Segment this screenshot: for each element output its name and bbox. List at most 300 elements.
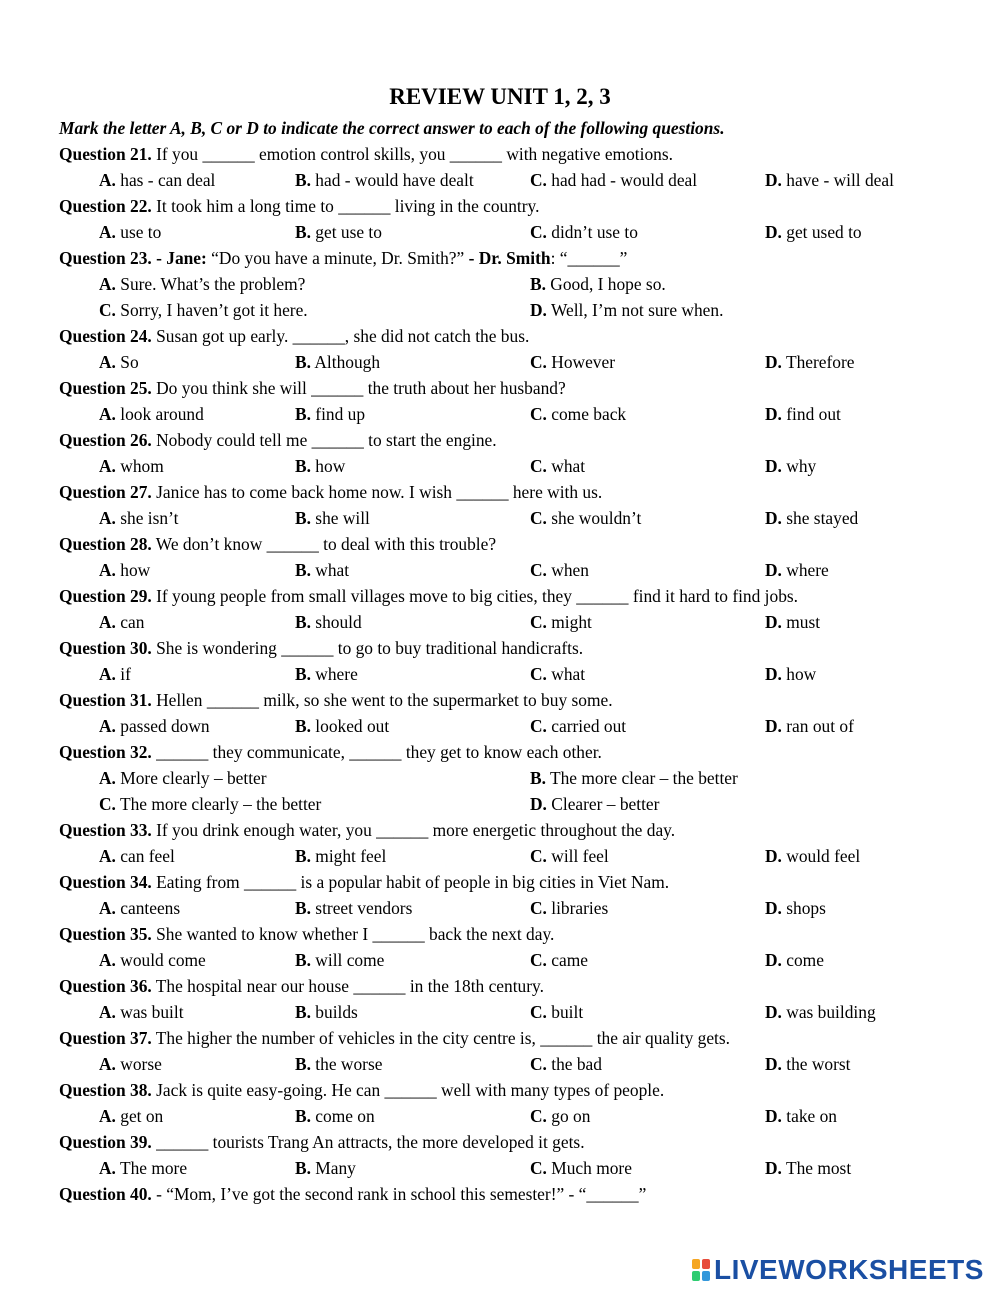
option-letter: C.	[530, 846, 547, 866]
question-number: Question 25.	[59, 378, 152, 398]
option-text: More clearly – better	[115, 768, 267, 788]
option-text: has - can deal	[115, 170, 216, 190]
option-letter: D.	[765, 1106, 782, 1126]
option-letter: C.	[530, 1054, 547, 1074]
option-text: come back	[546, 404, 627, 424]
answer-option[interactable]	[765, 1104, 837, 1128]
options-row	[59, 272, 959, 298]
question-number: Question 36.	[59, 976, 152, 996]
option-text: where	[781, 560, 829, 580]
answer-option[interactable]	[99, 1156, 187, 1180]
option-text: have - will deal	[781, 170, 894, 190]
answer-option[interactable]	[295, 1104, 375, 1128]
question-number: Question 30.	[59, 638, 152, 658]
option-letter: B.	[295, 846, 311, 866]
answer-option[interactable]	[530, 610, 592, 634]
option-letter: C.	[530, 898, 547, 918]
option-text: what	[546, 456, 586, 476]
answer-option[interactable]	[99, 350, 139, 374]
option-letter: A.	[99, 560, 116, 580]
answer-option[interactable]	[530, 792, 659, 816]
question-text: ______ tourists Trang An attracts, the more developed it gets.	[151, 1132, 585, 1152]
option-text: Much more	[546, 1158, 632, 1178]
options-row	[59, 454, 959, 480]
option-text: Well, I’m not sure when.	[546, 300, 724, 320]
option-letter: A.	[99, 274, 116, 294]
answer-option[interactable]	[99, 454, 164, 478]
option-text: libraries	[546, 898, 609, 918]
option-text: take on	[781, 1106, 837, 1126]
option-text: the worst	[781, 1054, 851, 1074]
option-text: might	[546, 612, 592, 632]
answer-option[interactable]	[295, 1052, 382, 1076]
option-letter: A.	[99, 508, 116, 528]
logo-text: LIVEWORKSHEETS	[714, 1254, 984, 1285]
question-text: If you ______ emotion control skills, you ______ with negative emotions.	[151, 144, 673, 164]
question-stem	[59, 870, 959, 896]
option-letter: C.	[530, 222, 547, 242]
option-letter: D.	[765, 898, 782, 918]
answer-option[interactable]	[765, 844, 860, 868]
answer-option[interactable]	[530, 220, 638, 244]
option-text: can	[115, 612, 145, 632]
question-number: Question 39.	[59, 1132, 152, 1152]
option-text: why	[781, 456, 817, 476]
option-text: passed down	[115, 716, 210, 736]
answer-option[interactable]	[765, 1052, 851, 1076]
option-text: had - would have dealt	[310, 170, 474, 190]
question-stem	[59, 480, 959, 506]
question-stem	[59, 636, 959, 662]
answer-option[interactable]	[99, 766, 267, 790]
answer-option[interactable]	[530, 272, 666, 296]
options-row	[59, 610, 959, 636]
answer-option[interactable]	[530, 558, 589, 582]
option-letter: C.	[530, 560, 547, 580]
answer-option[interactable]	[99, 220, 161, 244]
option-text: whom	[115, 456, 164, 476]
answer-option[interactable]	[99, 168, 215, 192]
answer-option[interactable]	[530, 350, 615, 374]
answer-option[interactable]	[530, 168, 697, 192]
option-text: built	[546, 1002, 584, 1022]
option-text: would feel	[781, 846, 861, 866]
answer-option[interactable]	[295, 714, 389, 738]
options-row	[59, 402, 959, 428]
option-text: Therefore	[781, 352, 855, 372]
answer-option[interactable]	[530, 506, 641, 530]
answer-option[interactable]	[99, 1052, 162, 1076]
answer-option[interactable]	[99, 610, 144, 634]
question-number: Question 38.	[59, 1080, 152, 1100]
option-text: look around	[115, 404, 204, 424]
question-text: Jack is quite easy-going. He can ______ well with many types of people.	[151, 1080, 665, 1100]
question-number: Question 31.	[59, 690, 152, 710]
answer-option[interactable]	[765, 402, 841, 426]
answer-option[interactable]	[765, 948, 824, 972]
option-letter: B.	[295, 1002, 311, 1022]
option-letter: D.	[765, 170, 782, 190]
answer-option[interactable]	[765, 714, 854, 738]
answer-option[interactable]	[295, 506, 370, 530]
question-stem	[59, 194, 959, 220]
option-text: didn’t use to	[546, 222, 638, 242]
question-text: Susan got up early. ______, she did not catch the bus.	[151, 326, 530, 346]
option-text: she stayed	[781, 508, 859, 528]
question-text: The hospital near our house ______ in the 18th century.	[151, 976, 544, 996]
option-letter: B.	[530, 768, 546, 788]
answer-option[interactable]	[530, 1052, 602, 1076]
answer-option[interactable]	[765, 558, 829, 582]
options-row	[59, 168, 959, 194]
option-letter: C.	[530, 404, 547, 424]
option-text: street vendors	[310, 898, 413, 918]
options-row	[59, 896, 959, 922]
question-text: She is wondering ______ to go to buy traditional handicrafts.	[151, 638, 584, 658]
option-letter: C.	[530, 352, 547, 372]
option-text: she will	[310, 508, 370, 528]
answer-option[interactable]	[295, 1156, 356, 1180]
question-text: She wanted to know whether I ______ back the next day.	[151, 924, 555, 944]
question-text: Do you think she will ______ the truth about her husband?	[151, 378, 566, 398]
option-letter: D.	[765, 1054, 782, 1074]
option-text: ran out of	[781, 716, 854, 736]
option-text: came	[546, 950, 588, 970]
question-text: The higher the number of vehicles in the city centre is, ______ the air quality gets.	[151, 1028, 731, 1048]
option-letter: B.	[295, 1158, 311, 1178]
option-text: The more	[115, 1158, 188, 1178]
option-letter: D.	[765, 716, 782, 736]
option-letter: A.	[99, 1158, 116, 1178]
question-stem	[59, 584, 959, 610]
option-text: carried out	[546, 716, 627, 736]
option-letter: B.	[295, 1054, 311, 1074]
options-row	[59, 792, 959, 818]
option-letter: A.	[99, 950, 116, 970]
question-number: Question 40.	[59, 1184, 152, 1204]
option-letter: A.	[99, 1106, 116, 1126]
options-row	[59, 766, 959, 792]
answer-option[interactable]	[99, 402, 204, 426]
option-text: Many	[310, 1158, 356, 1178]
option-letter: B.	[295, 456, 311, 476]
answer-option[interactable]	[295, 558, 349, 582]
option-text: come	[781, 950, 824, 970]
question-text: Eating from ______ is a popular habit of people in big cities in Viet Nam.	[151, 872, 670, 892]
question-stem	[59, 922, 959, 948]
question-text: It took him a long time to ______ living in the country.	[151, 196, 540, 216]
option-text: when	[546, 560, 589, 580]
question-number: Question 33.	[59, 820, 152, 840]
answer-option[interactable]	[99, 272, 305, 296]
options-row	[59, 220, 959, 246]
option-text: will feel	[546, 846, 609, 866]
option-letter: B.	[295, 664, 311, 684]
option-letter: C.	[99, 300, 116, 320]
options-row	[59, 662, 959, 688]
option-letter: A.	[99, 768, 116, 788]
option-letter: B.	[530, 274, 546, 294]
option-letter: B.	[295, 352, 311, 372]
option-text: was building	[781, 1002, 876, 1022]
option-letter: B.	[295, 170, 311, 190]
option-letter: B.	[295, 560, 311, 580]
option-letter: D.	[765, 1002, 782, 1022]
option-letter: B.	[295, 508, 311, 528]
option-text: the bad	[546, 1054, 602, 1074]
option-letter: A.	[99, 222, 116, 242]
option-text: if	[115, 664, 131, 684]
option-letter: D.	[765, 846, 782, 866]
answer-option[interactable]	[99, 948, 206, 972]
answer-option[interactable]	[765, 506, 858, 530]
answer-option[interactable]	[765, 350, 855, 374]
option-text: had had - would deal	[546, 170, 698, 190]
answer-option[interactable]	[530, 766, 738, 790]
answer-option[interactable]	[99, 844, 175, 868]
answer-option[interactable]	[295, 168, 474, 192]
answer-option[interactable]	[99, 506, 178, 530]
option-text: will come	[310, 950, 385, 970]
question-text: If young people from small villages move to big cities, they ______ find it hard to find jobs.	[151, 586, 799, 606]
answer-option[interactable]	[295, 350, 380, 374]
option-letter: A.	[99, 612, 116, 632]
answer-option[interactable]	[295, 948, 384, 972]
answer-option[interactable]	[765, 1000, 876, 1024]
answer-option[interactable]	[99, 714, 210, 738]
option-text: find up	[310, 404, 366, 424]
option-text: go on	[546, 1106, 591, 1126]
option-letter: C.	[99, 794, 116, 814]
option-letter: B.	[295, 222, 311, 242]
question-number: Question 28.	[59, 534, 152, 554]
option-letter: A.	[99, 846, 116, 866]
question-text: ______ they communicate, ______ they get to know each other.	[151, 742, 602, 762]
option-text: builds	[310, 1002, 358, 1022]
answer-option[interactable]	[765, 220, 862, 244]
answer-option[interactable]	[295, 610, 362, 634]
question-number: Question 22.	[59, 196, 152, 216]
question-number: Question 24.	[59, 326, 152, 346]
answer-option[interactable]	[765, 1156, 851, 1180]
question-stem	[59, 532, 959, 558]
liveworksheets-logo[interactable]	[692, 1255, 984, 1285]
answer-option[interactable]	[295, 896, 412, 920]
option-text: So	[115, 352, 139, 372]
option-letter: B.	[295, 612, 311, 632]
option-text: get used to	[781, 222, 862, 242]
option-letter: D.	[765, 404, 782, 424]
answer-option[interactable]	[765, 662, 816, 686]
option-text: However	[546, 352, 616, 372]
option-text: Although	[310, 352, 381, 372]
option-letter: C.	[530, 664, 547, 684]
answer-option[interactable]	[295, 662, 358, 686]
options-row	[59, 1052, 959, 1078]
question-text: - “Mom, I’ve got the second rank in school this semester!” - “______”	[151, 1184, 647, 1204]
option-text: what	[310, 560, 350, 580]
option-letter: A.	[99, 716, 116, 736]
option-letter: B.	[295, 1106, 311, 1126]
question-number: Question 37.	[59, 1028, 152, 1048]
options-row	[59, 350, 959, 376]
question-number: Question 23. - Jane:	[59, 248, 207, 268]
answer-option[interactable]	[765, 454, 816, 478]
question-number: Question 21.	[59, 144, 152, 164]
option-letter: D.	[530, 300, 547, 320]
answer-option[interactable]	[295, 454, 345, 478]
question-stem	[59, 246, 959, 272]
option-text: shops	[781, 898, 826, 918]
option-letter: B.	[295, 898, 311, 918]
option-text: The most	[781, 1158, 852, 1178]
answer-option[interactable]	[530, 1000, 583, 1024]
option-letter: C.	[530, 170, 547, 190]
question-stem	[59, 324, 959, 350]
answer-option[interactable]	[99, 792, 321, 816]
question-stem	[59, 1026, 959, 1052]
answer-option[interactable]	[99, 298, 308, 322]
answer-option[interactable]	[530, 454, 585, 478]
option-letter: D.	[765, 950, 782, 970]
option-text: get use to	[310, 222, 382, 242]
option-text: use to	[115, 222, 162, 242]
answer-option[interactable]	[99, 558, 150, 582]
page-title: REVIEW UNIT 1, 2, 3	[389, 84, 611, 109]
options-row	[59, 844, 959, 870]
option-letter: A.	[99, 898, 116, 918]
answer-option[interactable]	[765, 896, 826, 920]
question-number: Question 32.	[59, 742, 152, 762]
option-letter: B.	[295, 716, 311, 736]
answer-option[interactable]	[295, 1000, 358, 1024]
option-letter: A.	[99, 664, 116, 684]
question-text: “Do you have a minute, Dr. Smith?”	[206, 248, 469, 268]
option-text: how	[310, 456, 346, 476]
answer-option[interactable]	[765, 168, 894, 192]
question-stem	[59, 1182, 959, 1208]
option-letter: D.	[765, 612, 782, 632]
option-text: would come	[115, 950, 206, 970]
answer-option[interactable]	[530, 896, 608, 920]
option-text: where	[310, 664, 358, 684]
question-stem	[59, 428, 959, 454]
option-text: worse	[115, 1054, 162, 1074]
answer-option[interactable]	[295, 844, 386, 868]
question-stem	[59, 688, 959, 714]
options-row	[59, 1000, 959, 1026]
answer-option[interactable]	[530, 662, 585, 686]
option-text: must	[781, 612, 821, 632]
option-letter: A.	[99, 170, 116, 190]
question-number: Question 27.	[59, 482, 152, 502]
option-letter: B.	[295, 950, 311, 970]
question-number: Question 34.	[59, 872, 152, 892]
answer-option[interactable]	[765, 610, 820, 634]
question-stem	[59, 376, 959, 402]
answer-option[interactable]	[530, 714, 626, 738]
options-row	[59, 948, 959, 974]
question-text: If you drink enough water, you ______ more energetic throughout the day.	[151, 820, 676, 840]
options-row	[59, 506, 959, 532]
answer-option[interactable]	[530, 298, 723, 322]
answer-option[interactable]	[530, 1104, 590, 1128]
option-text: the worse	[310, 1054, 383, 1074]
option-letter: C.	[530, 716, 547, 736]
option-letter: D.	[530, 794, 547, 814]
option-letter: D.	[765, 222, 782, 242]
option-letter: D.	[765, 1158, 782, 1178]
option-text: The more clear – the better	[545, 768, 738, 788]
option-text: Sure. What’s the problem?	[115, 274, 306, 294]
option-text: find out	[781, 404, 841, 424]
option-letter: D.	[765, 664, 782, 684]
option-letter: A.	[99, 352, 116, 372]
answer-option[interactable]	[530, 948, 588, 972]
option-letter: D.	[765, 508, 782, 528]
option-letter: C.	[530, 456, 547, 476]
option-letter: B.	[295, 404, 311, 424]
question-stem	[59, 974, 959, 1000]
options-row	[59, 558, 959, 584]
option-text: Clearer – better	[546, 794, 660, 814]
option-letter: D.	[765, 456, 782, 476]
answer-option[interactable]	[295, 402, 365, 426]
question-stem	[59, 818, 959, 844]
option-text: looked out	[310, 716, 390, 736]
answer-option[interactable]	[295, 220, 382, 244]
liveworksheets-logo-icon	[692, 1259, 710, 1281]
option-letter: C.	[530, 1158, 547, 1178]
option-text: might feel	[310, 846, 387, 866]
question-text: We don’t know ______ to deal with this trouble?	[151, 534, 497, 554]
option-text: she wouldn’t	[546, 508, 642, 528]
question-number: Question 26.	[59, 430, 152, 450]
option-letter: A.	[99, 404, 116, 424]
option-text: what	[546, 664, 586, 684]
question-number: Question 29.	[59, 586, 152, 606]
option-letter: A.	[99, 1054, 116, 1074]
option-text: Sorry, I haven’t got it here.	[115, 300, 308, 320]
option-text: The more clearly – the better	[115, 794, 322, 814]
option-letter: D.	[765, 352, 782, 372]
question-stem	[59, 740, 959, 766]
option-text: was built	[115, 1002, 184, 1022]
option-letter: C.	[530, 508, 547, 528]
option-letter: C.	[530, 612, 547, 632]
answer-option[interactable]	[530, 402, 626, 426]
answer-option[interactable]	[99, 1000, 184, 1024]
question-stem	[59, 1078, 959, 1104]
instructions: Mark the letter A, B, C or D to indicate the correct answer to each of the following questions.	[59, 118, 725, 138]
option-letter: C.	[530, 950, 547, 970]
option-letter: D.	[765, 560, 782, 580]
question-stem	[59, 1130, 959, 1156]
option-text: Good, I hope so.	[545, 274, 666, 294]
answer-option[interactable]	[99, 896, 180, 920]
options-row	[59, 1104, 959, 1130]
option-letter: C.	[530, 1002, 547, 1022]
option-text: can feel	[115, 846, 175, 866]
question-text: Nobody could tell me ______ to start the engine.	[151, 430, 497, 450]
question-stem	[59, 142, 959, 168]
options-row	[59, 1156, 959, 1182]
answer-option[interactable]	[530, 844, 609, 868]
answer-option[interactable]	[99, 1104, 163, 1128]
question-list	[59, 142, 959, 1208]
answer-option[interactable]	[530, 1156, 632, 1180]
answer-option[interactable]	[99, 662, 131, 686]
